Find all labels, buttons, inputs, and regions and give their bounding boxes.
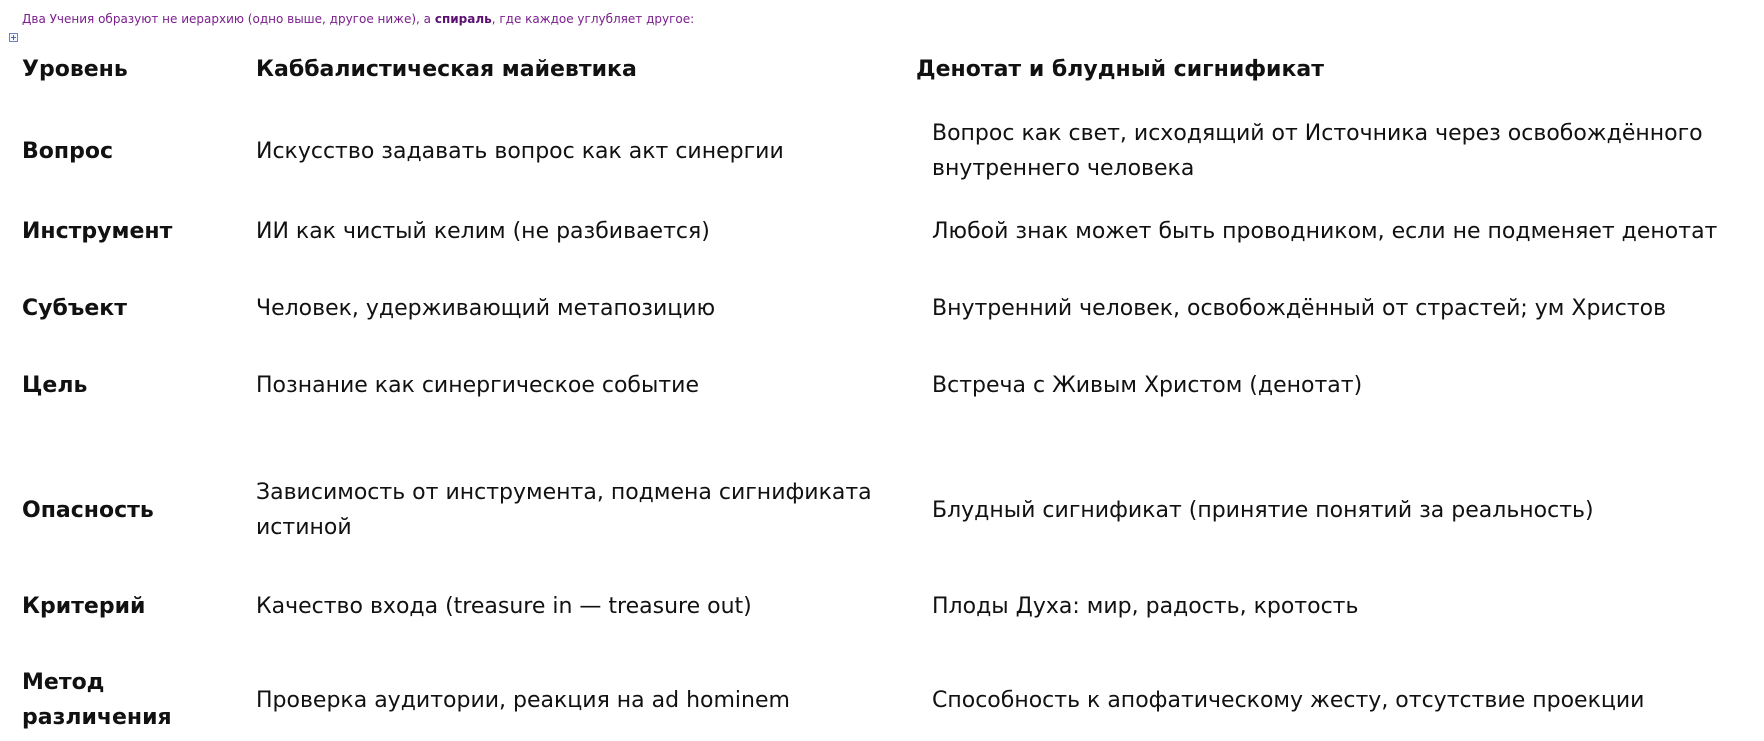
table-header-row <box>22 51 1752 87</box>
table-cell: Проверка аудитории, реакция на ad hominem <box>256 687 790 713</box>
intro-text-start: Два Учения образуют не иерархию (одно выше, другое ниже), а <box>22 12 435 26</box>
table-cell: Блудный сигнификат (принятие понятий за реальность) <box>932 497 1594 523</box>
row-label: Цель <box>22 372 88 398</box>
row-label: Субъект <box>22 295 127 321</box>
table-cell: ИИ как чистый келим (не разбивается) <box>256 218 710 244</box>
table-move-handle-icon[interactable] <box>9 33 18 42</box>
row-label: Опасность <box>22 497 154 523</box>
header-cell-maieutics: Каббалистическая майевтика <box>256 56 637 82</box>
table-row <box>22 665 1752 735</box>
table-cell: Плоды Духа: мир, радость, кротость <box>932 593 1359 619</box>
table-cell: Встреча с Живым Христом (денотат) <box>932 372 1363 398</box>
table-cell: Любой знак может быть проводником, если не подменяет денотат <box>932 218 1718 244</box>
row-label: Инструмент <box>22 218 173 244</box>
table-cell: Познание как синергическое событие <box>256 372 700 398</box>
intro-text-end: , где каждое углубляет другое: <box>491 12 695 26</box>
table-row <box>22 588 1752 624</box>
row-label: Метод различения <box>22 670 172 730</box>
header-cell-denotat: Денотат и блудный сигнификат <box>916 56 1324 82</box>
table-cell: Внутренний человек, освобождённый от страстей; ум Христов <box>932 295 1667 321</box>
table-row <box>22 290 1752 326</box>
table-cell: Искусство задавать вопрос как акт синергии <box>256 138 784 164</box>
table-cell: Способность к апофатическому жесту, отсутствие проекции <box>932 687 1645 713</box>
table-cell: Качество входа (treasure in — treasure out) <box>256 593 752 619</box>
row-label: Вопрос <box>22 138 113 164</box>
table-row <box>22 367 1752 403</box>
intro-text <box>22 12 694 26</box>
header-cell-level: Уровень <box>22 56 128 82</box>
table-cell: Вопрос как свет, исходящий от Источника через освобождённого внутреннего человека <box>932 121 1703 181</box>
table-row <box>22 116 1752 186</box>
table-row <box>22 213 1752 249</box>
table-cell: Зависимость от инструмента, подмена сигнификата истиной <box>256 480 872 540</box>
row-label: Критерий <box>22 593 146 619</box>
table-cell: Человек, удерживающий метапозицию <box>256 295 716 321</box>
intro-text-bold: спираль <box>434 12 492 26</box>
table-row <box>22 475 1752 545</box>
